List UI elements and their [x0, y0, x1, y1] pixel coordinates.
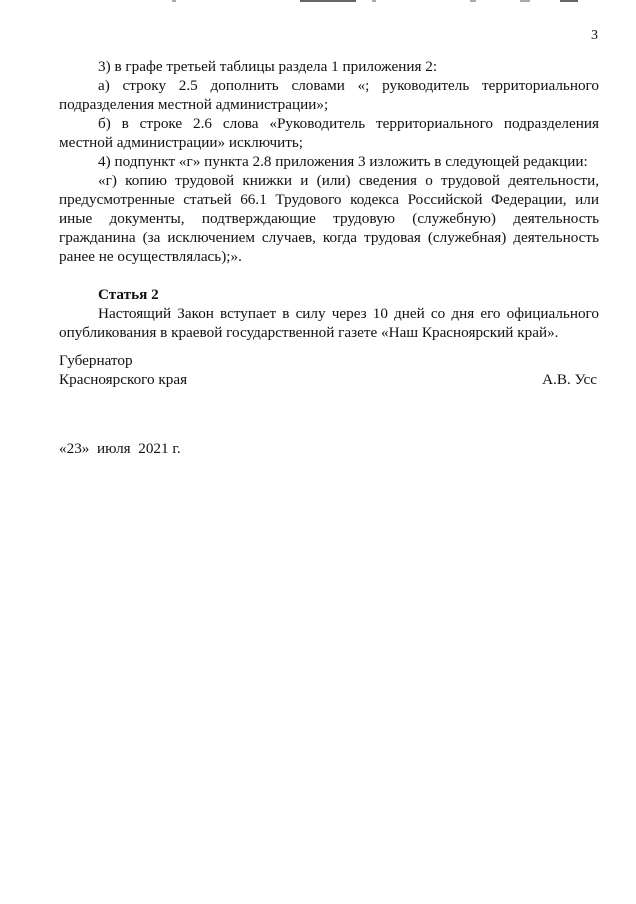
top-edge-scan-marks	[0, 0, 636, 6]
paragraph-item-4: 4) подпункт «г» пункта 2.8 приложения 3 изложить в следующей редакции:	[98, 153, 588, 170]
signatory-name: А.В. Усс	[542, 371, 597, 388]
article-text: Настоящий Закон вступает в силу через 10 дней со дня его официального опубликования в краевой государственной газете «Наш Красноярский край».	[59, 305, 599, 341]
paragraph-subitem-b: б) в строке 2.6 слова «Руководитель территориального подразделения местной администрации» исключить;	[59, 115, 599, 151]
document-date: «23» июля 2021 г.	[59, 440, 181, 457]
page-number: 3	[591, 28, 598, 43]
signature-position-line2: Красноярского края	[59, 371, 188, 388]
paragraph-subitem-g: «г) копию трудовой книжки и (или) сведения о трудовой деятельности, предусмотренные статьей 66.1 Трудового кодекса Российской Федерации, или иные документы, подтверждающие трудовую (служебную) деятельность гражданина (за исключением случаев, когда трудовая (служебная) деятельность ранее не осуществлялась);».	[59, 172, 599, 265]
signature-block	[59, 351, 599, 389]
article-heading: Статья 2	[98, 286, 159, 303]
paragraph-subitem-a: а) строку 2.5 дополнить словами «; руководитель территориального подразделения местной администрации»;	[59, 77, 599, 113]
signature-position-line1: Губернатор	[59, 352, 133, 369]
paragraph-item-3: 3) в графе третьей таблицы раздела 1 приложения 2:	[98, 58, 438, 75]
document-body	[59, 57, 599, 342]
